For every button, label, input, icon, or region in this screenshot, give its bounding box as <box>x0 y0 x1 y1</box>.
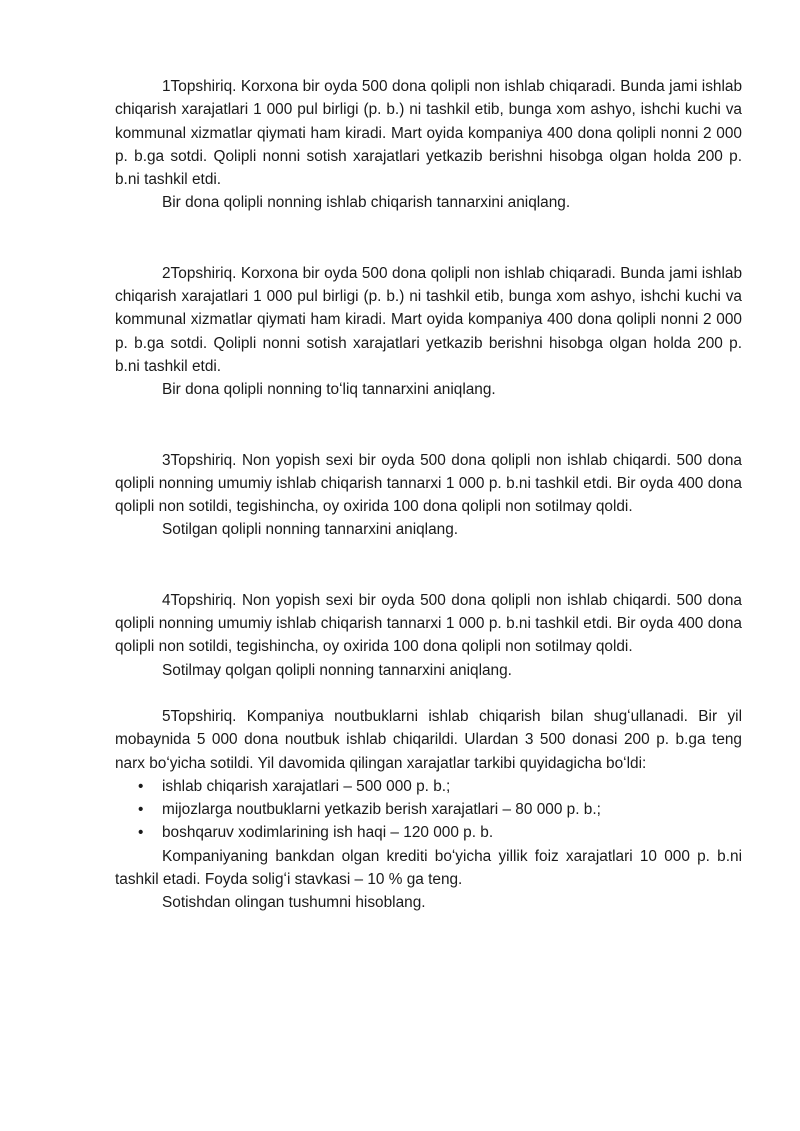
task-statement: 5Topshiriq. Kompaniya noutbuklarni ishlab chiqarish bilan shugʻullanadi. Bir yil mobaynida 5 000 dona noutbuk ishlab chiqarildi. Ulardan 3 500 donasi 200 p. b.ga teng narx boʻyicha sotildi. Yil davomida qilingan xarajatlar tarkibi quyidagicha boʻldi: <box>115 707 742 772</box>
task-note: Kompaniyaning bankdan olgan krediti boʻyicha yillik foiz xarajatlari 10 000 p. b.ni tashkil etadi. Foyda soligʻi stavkasi – 10 % ga teng. <box>115 847 742 889</box>
bullet-icon: • <box>138 824 144 842</box>
task-4 <box>115 589 742 682</box>
task-question: Sotilmay qolgan qolipli nonning tannarxini aniqlang. <box>162 661 512 679</box>
task-statement: 4Topshiriq. Non yopish sexi bir oyda 500 dona qolipli non ishlab chiqardi. 500 dona qolipli nonning umumiy ishlab chiqarish tannarxi 1 000 p. b.ni tashkil etdi. Bir oyda 400 dona qolipli non sotildi, tegishincha, oy oxirida 100 dona qolipli non sotilmay qoldi. <box>115 591 742 656</box>
list-item <box>115 775 742 798</box>
task-statement: 1Topshiriq. Korxona bir oyda 500 dona qolipli non ishlab chiqaradi. Bunda jami ishlab chiqarish xarajatlari 1 000 pul birligi (p. b.) ni tashkil etib, bunga xom ashyo, ishchi kuchi va kommunal xizmatlar qiymati ham kiradi. Mart oyida kompaniya 400 dona qolipli nonni 2 000 p. b.ga sotdi. Qolipli nonni sotish xarajatlari yetkazib berishni hisobga olgan holda 200 p. b.ni tashkil etdi. <box>115 78 742 189</box>
task-statement: 2Topshiriq. Korxona bir oyda 500 dona qolipli non ishlab chiqaradi. Bunda jami ishlab chiqarish xarajatlari 1 000 pul birligi (p. b.) ni tashkil etib, bunga xom ashyo, ishchi kuchi va kommunal xizmatlar qiymati ham kiradi. Mart oyida kompaniya 400 dona qolipli nonni 2 000 p. b.ga sotdi. Qolipli nonni sotish xarajatlari yetkazib berishni hisobga olgan holda 200 p. b.ni tashkil etdi. <box>115 264 742 375</box>
list-item <box>115 798 742 821</box>
document-page <box>115 75 742 915</box>
list-item-text: boshqaruv xodimlarining ish haqi – 120 000 p. b. <box>162 824 494 842</box>
task-3 <box>115 449 742 542</box>
bullet-icon: • <box>138 777 144 795</box>
list-item-text: mijozlarga noutbuklarni yetkazib berish xarajatlari – 80 000 p. b.; <box>162 801 601 819</box>
task-question: Bir dona qolipli nonning toʻliq tannarxini aniqlang. <box>162 381 496 399</box>
bullet-icon: • <box>138 801 144 819</box>
task-question: Sotilgan qolipli nonning tannarxini aniqlang. <box>162 521 459 539</box>
task-question: Sotishdan olingan tushumni hisoblang. <box>162 894 426 912</box>
spacer <box>115 402 742 449</box>
spacer <box>115 542 742 589</box>
expense-list <box>115 775 742 845</box>
task-statement: 3Topshiriq. Non yopish sexi bir oyda 500 dona qolipli non ishlab chiqardi. 500 dona qolipli nonning umumiy ishlab chiqarish tannarxi 1 000 p. b.ni tashkil etdi. Bir oyda 400 dona qolipli non sotildi, tegishincha, oy oxirida 100 dona qolipli non sotilmay qoldi. <box>115 451 742 516</box>
list-item-text: ishlab chiqarish xarajatlari – 500 000 p. b.; <box>162 777 451 795</box>
task-question: Bir dona qolipli nonning ishlab chiqarish tannarxini aniqlang. <box>162 194 571 212</box>
task-2 <box>115 262 742 402</box>
spacer <box>115 682 742 705</box>
spacer <box>115 215 742 262</box>
task-5 <box>115 705 742 915</box>
list-item <box>115 821 742 844</box>
task-1 <box>115 75 742 215</box>
